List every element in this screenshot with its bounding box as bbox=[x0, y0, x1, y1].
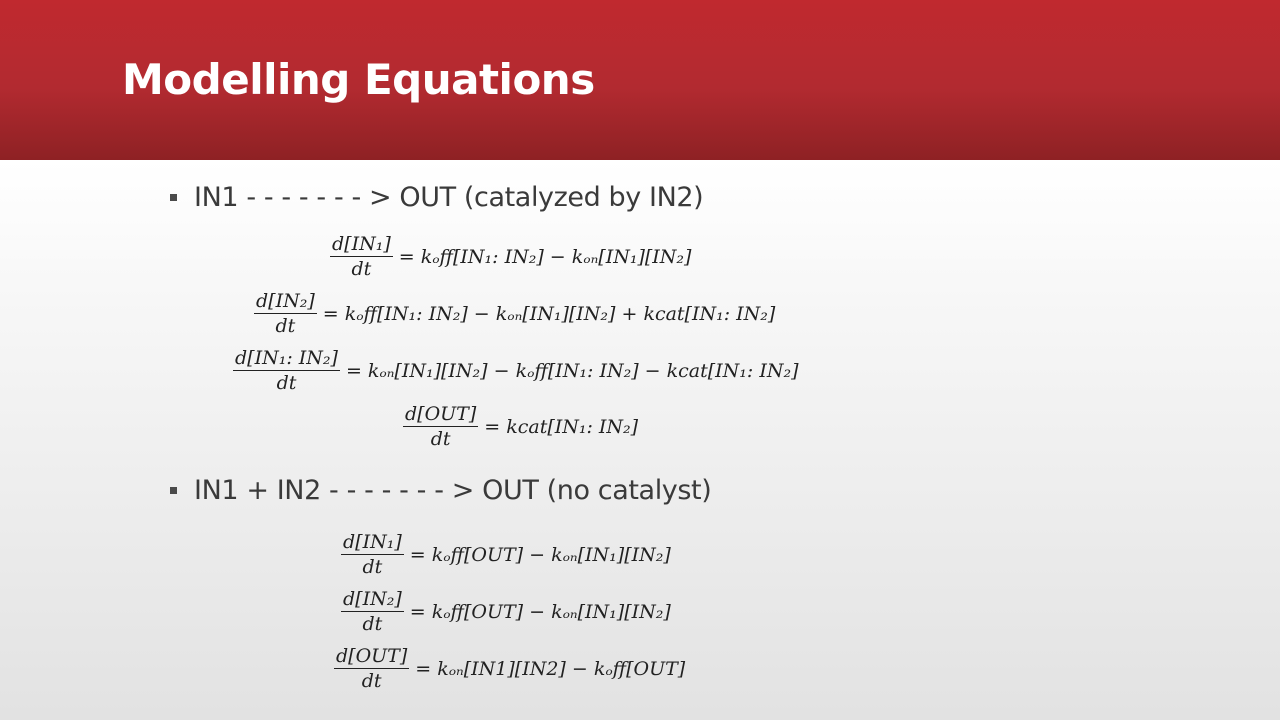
equation-denominator: dt bbox=[276, 372, 297, 394]
equation-numerator: d[IN₁] bbox=[343, 531, 402, 553]
equation-rhs: = kₒff[OUT] − kₒₙ[IN₁][IN₂] bbox=[409, 543, 671, 566]
equation-denominator: dt bbox=[362, 613, 383, 635]
equation-rhs: = kₒff[IN₁: IN₂] − kₒₙ[IN₁][IN₂] + kcat[IN₁: IN₂] bbox=[322, 302, 776, 325]
equation bbox=[254, 289, 775, 338]
equation-rhs: = kₒff[OUT] − kₒₙ[IN₁][IN₂] bbox=[409, 600, 671, 623]
slide-header bbox=[0, 0, 1280, 160]
equation-rhs: = kcat[IN₁: IN₂] bbox=[484, 415, 639, 438]
bullet-marker-icon bbox=[170, 487, 177, 494]
equation-numerator: d[IN₂] bbox=[343, 588, 402, 610]
equation-numerator: d[IN₁] bbox=[332, 233, 391, 255]
equation-denominator: dt bbox=[351, 258, 372, 280]
equation-rhs: = kₒₙ[IN1][IN2] − kₒff[OUT] bbox=[415, 657, 686, 680]
equation-denominator: dt bbox=[430, 428, 451, 450]
slide-title: Modelling Equations bbox=[122, 55, 595, 104]
equation-numerator: d[OUT] bbox=[336, 645, 408, 667]
equation bbox=[341, 587, 671, 636]
equation-numerator: d[IN₂] bbox=[256, 290, 315, 312]
equation-rhs: = kₒₙ[IN₁][IN₂] − kₒff[IN₁: IN₂] − kcat[IN₁: IN₂] bbox=[345, 359, 799, 382]
equation bbox=[233, 346, 799, 395]
equation bbox=[341, 530, 671, 579]
equation-denominator: dt bbox=[362, 556, 383, 578]
equation-rhs: = kₒff[IN₁: IN₂] − kₒₙ[IN₁][IN₂] bbox=[398, 245, 692, 268]
equation-denominator: dt bbox=[361, 670, 382, 692]
equation-denominator: dt bbox=[275, 315, 296, 337]
bullet-text: IN1 + IN2 - - - - - - - > OUT (no catalyst) bbox=[194, 474, 712, 506]
equation bbox=[334, 644, 685, 693]
bullet-no-catalyst bbox=[170, 470, 711, 510]
bullet-marker-icon bbox=[170, 194, 177, 201]
equation-numerator: d[OUT] bbox=[405, 403, 477, 425]
bullet-catalyzed bbox=[170, 177, 703, 217]
equation bbox=[330, 232, 691, 281]
equation bbox=[403, 402, 638, 451]
equation-numerator: d[IN₁: IN₂] bbox=[235, 347, 338, 369]
bullet-text: IN1 - - - - - - - > OUT (catalyzed by IN2) bbox=[194, 181, 704, 213]
